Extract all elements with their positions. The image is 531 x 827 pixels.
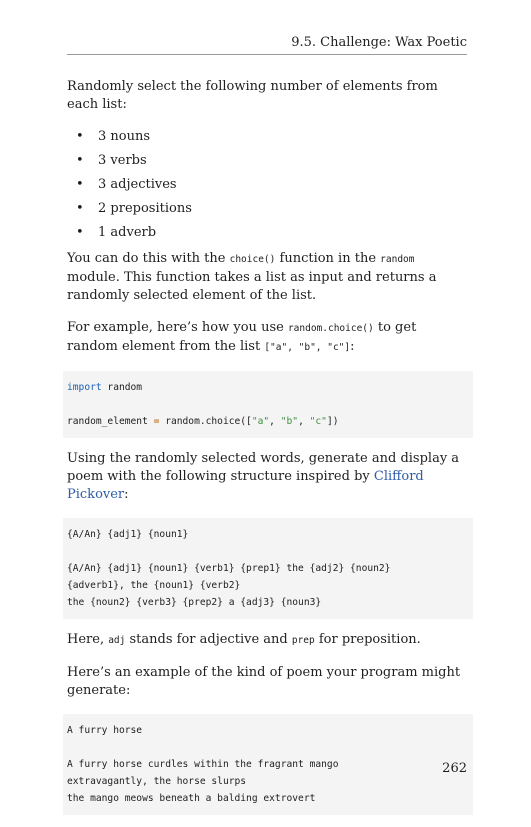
text: You can do this with the [67,251,230,266]
inline-code: random.choice() [287,323,374,334]
page-number: 262 [442,761,467,776]
code-line: A furry horse [67,725,143,736]
code-text: random [101,382,143,393]
code-keyword: import [67,382,102,393]
list-item: • 1 adverb [67,224,468,242]
text: : [350,339,355,354]
code-line: A furry horse curdles within the fragrant mango [67,759,339,770]
inline-code: adj [108,635,126,646]
poem-structure-paragraph [67,450,468,504]
header-title: 9.5. Challenge: Wax Poetic [291,35,467,50]
selection-list [67,128,468,242]
code-block-poem-template [63,518,473,619]
code-line: the {noun2} {verb3} {prep2} a {adj3} {noun3} [67,597,322,608]
text: : [124,487,129,502]
list-item: • 3 adjectives [67,176,468,194]
example-paragraph [67,319,468,357]
text: Using the randomly selected words, generate and display a poem with the following structure inspired by [67,451,460,484]
code-text: random_element [67,416,154,427]
page-content [67,78,468,827]
text: module. This function takes a list as input and returns a randomly selected element of the list. [67,270,437,303]
text: function in the [275,251,381,266]
inline-code: prep [291,635,315,646]
example-poem-intro: Here’s an example of the kind of poem your program might generate: [67,665,461,698]
abbreviation-paragraph [67,631,468,650]
text: to get random element from the list [67,320,417,354]
choice-function-paragraph [67,250,468,305]
intro-paragraph: Randomly select the following number of elements from each list: [67,79,438,112]
text: Here, [67,632,109,647]
list-item: • 3 verbs [67,152,468,170]
code-string: "c" [309,416,327,427]
code-text: , [269,416,281,427]
code-line: extravagantly, the horse slurps [67,776,247,787]
text: For example, here’s how you use [67,320,288,335]
code-line: {adverb1}, the {noun1} {verb2} [67,580,241,591]
text: stands for adjective and [125,632,292,647]
list-item: • 2 prepositions [67,200,468,218]
code-text: ]) [326,416,339,427]
code-string: "b" [280,416,299,427]
code-text: random.choice([ [159,416,252,427]
code-line: {A/An} {adj1} {noun1} {verb1} {prep1} the {adj2} {noun2} [67,563,391,574]
code-line: {A/An} {adj1} {noun1} [67,529,189,540]
text: for preposition. [314,632,421,647]
inline-code: random [380,254,415,265]
code-line: the mango meows beneath a balding extrovert [67,793,316,804]
code-operator: = [153,416,160,427]
code-block-random-choice [63,371,473,438]
code-string: "a" [251,416,270,427]
code-text: , [298,416,310,427]
inline-code: ["a", "b", "c"] [264,342,351,353]
list-item: • 3 nouns [67,128,468,146]
inline-code: choice() [229,254,276,265]
running-header [67,34,467,55]
clifford-pickover-link[interactable]: Clifford Pickover [67,469,424,502]
